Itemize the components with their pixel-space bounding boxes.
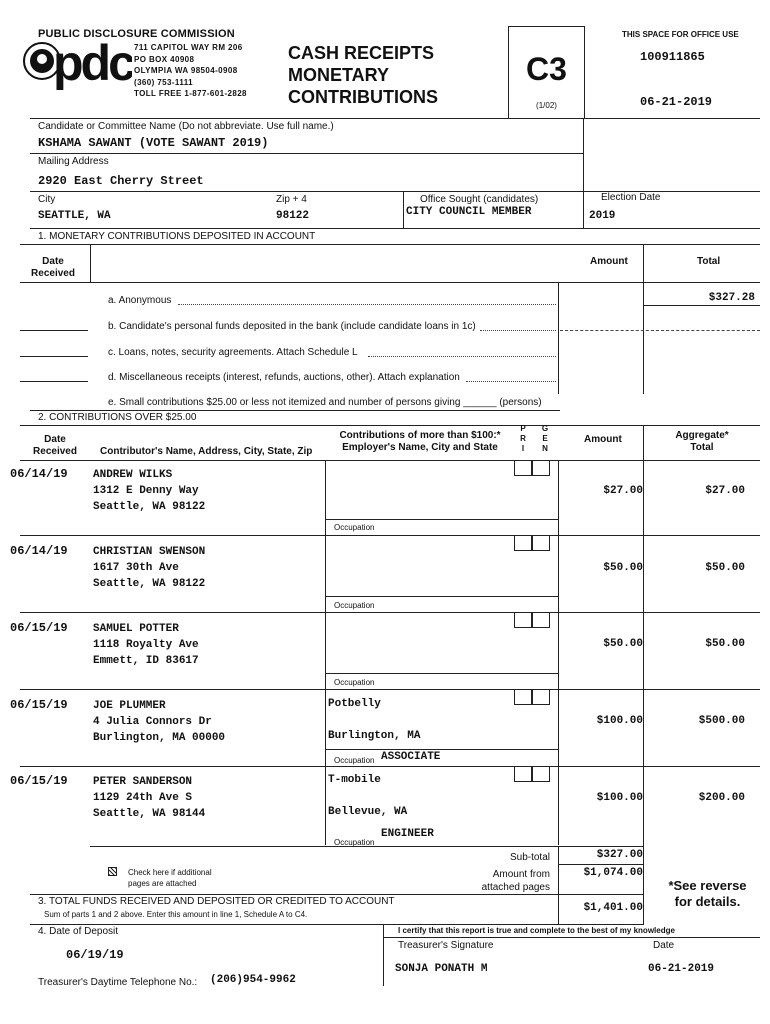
section2-heading: 2. CONTRIBUTIONS OVER $25.00 xyxy=(38,412,197,423)
contributor-name: SAMUEL POTTER xyxy=(93,623,179,635)
see-reverse xyxy=(655,878,760,910)
row3-occupation-label: Occupation xyxy=(334,678,375,687)
title-line: CONTRIBUTIONS xyxy=(288,87,438,107)
row5-aggregate: $200.00 xyxy=(698,792,745,804)
contributor-name: CHRISTIAN SWENSON xyxy=(93,546,206,558)
address-line: OLYMPIA WA 98504-0908 xyxy=(134,66,238,75)
row4-date: 06/15/19 xyxy=(10,698,68,712)
row5-employer-city: Bellevue, WA xyxy=(328,806,408,818)
contributor-name: JOE PLUMMER xyxy=(93,700,166,712)
phone-number: (206)954-9962 xyxy=(210,974,296,986)
row2-contributor xyxy=(93,544,205,592)
election-date-label: Election Date xyxy=(601,192,661,203)
mailing-label: Mailing Address xyxy=(38,156,109,167)
row3-aggregate: $50.00 xyxy=(705,638,745,650)
row4-occupation: ASSOCIATE xyxy=(381,751,441,763)
row5-amount: $100.00 xyxy=(596,792,643,804)
agency-address xyxy=(134,42,247,100)
contributor-city: Seattle, WA 98144 xyxy=(93,808,206,820)
office-use-label: THIS SPACE FOR OFFICE USE xyxy=(622,30,739,39)
sign-date: 06-21-2019 xyxy=(648,963,715,975)
contributor-address: 4 Julia Connors Dr xyxy=(93,716,212,728)
s2-aggregate-label: Aggregate* Total xyxy=(675,430,729,453)
contributor-address: 1129 24th Ave S xyxy=(93,792,193,804)
attached-amount: $1,074.00 xyxy=(583,867,643,879)
grand-total: $1,401.00 xyxy=(583,902,643,914)
contributor-name: ANDREW WILKS xyxy=(93,469,173,481)
s1-line-a: a. Anonymous xyxy=(108,295,172,306)
form-version: (1/02) xyxy=(536,101,557,110)
row2-aggregate: $50.00 xyxy=(705,562,745,574)
row4-occupation-label: Occupation xyxy=(334,756,375,765)
s1-line-b: b. Candidate's personal funds deposited in the bank (include candidate loans in 1c) xyxy=(108,321,476,332)
address-line: 711 CAPITOL WAY RM 206 xyxy=(134,43,243,52)
row5-employer: T-mobile xyxy=(328,774,381,786)
s2-date-label: Date Received xyxy=(33,434,77,457)
contributor-city: Seattle, WA 98122 xyxy=(93,578,206,590)
row2-occupation-label: Occupation xyxy=(334,601,375,610)
s2-amount-label: Amount xyxy=(584,434,622,445)
agency-name: PUBLIC DISCLOSURE COMMISSION xyxy=(38,28,235,40)
treasurer-name: SONJA PONATH M xyxy=(395,963,488,975)
s1-amount-label: Amount xyxy=(590,256,628,267)
s2-gen-label: G E N xyxy=(541,424,549,453)
contributor-address: 1118 Royalty Ave xyxy=(93,639,199,651)
row4-amount: $100.00 xyxy=(596,715,643,727)
attached-label-line: attached pages xyxy=(481,882,550,893)
row3-amount: $50.00 xyxy=(603,638,643,650)
form-code-box xyxy=(508,26,585,119)
see-reverse-line: *See reverse xyxy=(668,878,747,893)
row1-amount: $27.00 xyxy=(603,485,643,497)
row4-contributor xyxy=(93,698,225,746)
contributor-address: 1617 30th Ave xyxy=(93,562,179,574)
contributor-city: Seattle, WA 98122 xyxy=(93,501,206,513)
subtotal: $327.00 xyxy=(596,849,643,861)
row1-date: 06/14/19 xyxy=(10,467,68,481)
row1-aggregate: $27.00 xyxy=(705,485,745,497)
row4-employer-city: Burlington, MA xyxy=(328,730,421,742)
address-line: (360) 753-1111 xyxy=(134,77,193,87)
title-line: MONETARY xyxy=(288,65,389,85)
section3-sub: Sum of parts 1 and 2 above. Enter this amount in line 1, Schedule A to C4. xyxy=(44,910,308,919)
contributor-city: Burlington, MA 00000 xyxy=(93,732,226,744)
contributor-address: 1312 E Denny Way xyxy=(93,485,199,497)
office-sought-label: Office Sought (candidates) xyxy=(420,194,539,205)
row2-date: 06/14/19 xyxy=(10,544,68,558)
row5-date: 06/15/19 xyxy=(10,774,68,788)
row1-occupation-label: Occupation xyxy=(334,523,375,532)
row5-occupation: ENGINEER xyxy=(381,828,434,840)
attached-label-line: Amount from xyxy=(492,869,550,880)
candidate-name: KSHAMA SAWANT (VOTE SAWANT 2019) xyxy=(38,136,269,150)
s1-line-e: e. Small contributions $25.00 or less not itemized and number of persons giving ______ (persons) xyxy=(108,397,542,408)
deposit-date: 06/19/19 xyxy=(66,948,124,962)
s1-date-label: Date Received xyxy=(31,256,75,279)
election-date: 2019 xyxy=(589,210,616,222)
zip-value: 98122 xyxy=(276,210,310,222)
contributor-name: PETER SANDERSON xyxy=(93,776,193,788)
address-line: TOLL FREE 1-877-601-2828 xyxy=(134,89,247,98)
contributor-city: Emmett, ID 83617 xyxy=(93,655,199,667)
row3-date: 06/15/19 xyxy=(10,621,68,635)
check-text-line: Check here if additional xyxy=(128,868,212,877)
s2-contrib-label: Contributor's Name, Address, City, State, Zip xyxy=(100,446,313,457)
section1-heading: 1. MONETARY CONTRIBUTIONS DEPOSITED IN ACCOUNT xyxy=(38,231,316,242)
row5-occupation-label: Occupation xyxy=(334,838,375,847)
office-id: 100911865 xyxy=(640,50,705,64)
treasurer-sig-label: Treasurer's Signature xyxy=(398,940,494,951)
sign-date-label: Date xyxy=(653,940,675,951)
see-reverse-line: for details. xyxy=(674,894,741,909)
s1-line-d: d. Miscellaneous receipts (interest, refunds, auctions, other). Attach explanation xyxy=(108,372,460,383)
row5-contributor xyxy=(93,774,205,822)
pdc-logo xyxy=(22,38,132,90)
s1-total-label: Total xyxy=(697,256,721,267)
city-value: SEATTLE, WA xyxy=(38,210,111,222)
subtotal-label: Sub-total xyxy=(509,852,550,863)
phone-label: Treasurer's Daytime Telephone No.: xyxy=(38,977,198,988)
form-title xyxy=(288,42,438,108)
row3-contributor xyxy=(93,621,199,669)
check-text-line: pages are attached xyxy=(128,879,197,888)
mailing-address: 2920 East Cherry Street xyxy=(38,174,204,188)
zip-label: Zip + 4 xyxy=(276,194,307,205)
s2-pri-label: P R I xyxy=(520,424,526,453)
row1-contributor xyxy=(93,467,205,515)
s2-employer-label: Contributions of more than $100:* Employer's Name, City and State xyxy=(339,430,501,453)
deposit-label: 4. Date of Deposit xyxy=(38,926,119,937)
row4-employer: Potbelly xyxy=(328,698,381,710)
row4-aggregate: $500.00 xyxy=(698,715,745,727)
check-text xyxy=(128,867,212,889)
city-label: City xyxy=(38,194,56,205)
candidate-name-label: Candidate or Committee Name (Do not abbreviate. Use full name.) xyxy=(38,121,334,132)
address-line: PO BOX 40908 xyxy=(134,54,195,64)
form-code: C3 xyxy=(526,51,567,87)
title-line: CASH RECEIPTS xyxy=(288,43,435,63)
office-date: 06-21-2019 xyxy=(640,95,713,109)
svg-text:pdc: pdc xyxy=(53,38,132,90)
section3-heading: 3. TOTAL FUNDS RECEIVED AND DEPOSITED OR CREDITED TO ACCOUNT xyxy=(38,896,395,907)
s1-line-c: c. Loans, notes, security agreements. Attach Schedule L xyxy=(108,347,358,358)
office-sought: CITY COUNCIL MEMBER xyxy=(406,206,532,218)
row2-amount: $50.00 xyxy=(603,562,643,574)
attached-pages-checkbox[interactable] xyxy=(108,867,117,876)
certify-text: I certify that this report is true and complete to the best of my knowledge xyxy=(398,926,675,935)
s1-line-a-total: $327.28 xyxy=(708,292,755,304)
attached-label xyxy=(450,868,550,894)
